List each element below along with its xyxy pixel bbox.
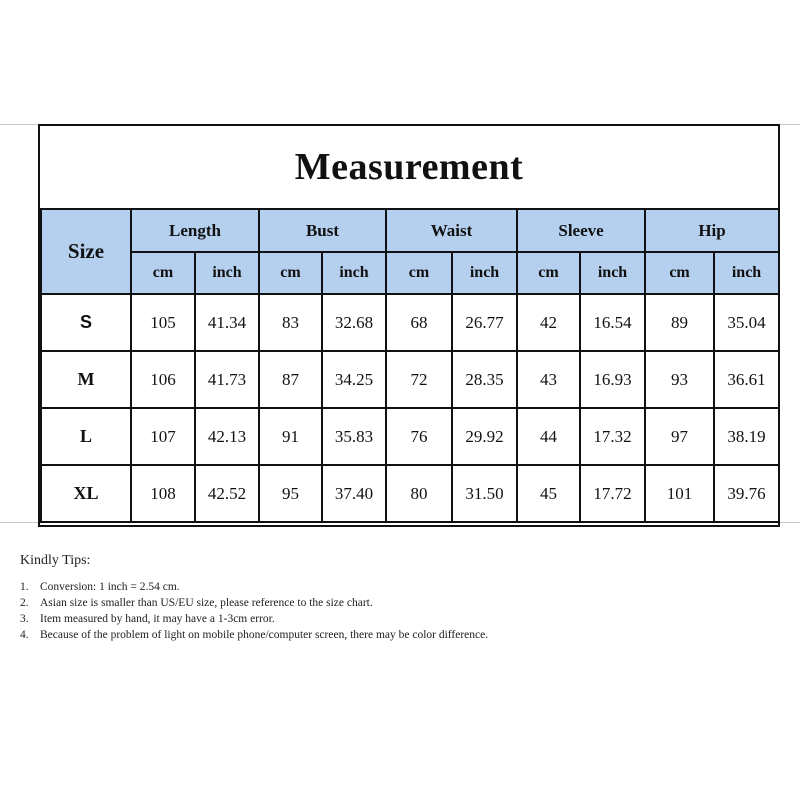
value-cell: 80 [386, 465, 452, 522]
tips-list [20, 579, 580, 643]
size-cell: M [41, 351, 131, 408]
value-cell: 45 [517, 465, 580, 522]
value-cell: 16.54 [580, 294, 645, 351]
tip-number: 1. [20, 581, 29, 593]
tips-title: Kindly Tips: [20, 553, 91, 568]
value-cell: 41.73 [195, 351, 259, 408]
value-cell: 89 [645, 294, 714, 351]
value-cell: 83 [259, 294, 322, 351]
tip-text: Asian size is smaller than US/EU size, please reference to the size chart. [40, 597, 373, 609]
unit-cm: cm [386, 252, 452, 294]
tip-number: 4. [20, 629, 29, 641]
size-header: Size [41, 209, 131, 294]
value-cell: 17.32 [580, 408, 645, 465]
unit-inch: inch [452, 252, 517, 294]
value-cell: 42.13 [195, 408, 259, 465]
unit-cm: cm [517, 252, 580, 294]
tip-item [20, 627, 580, 643]
unit-inch: inch [322, 252, 386, 294]
tip-number: 2. [20, 597, 29, 609]
value-cell: 44 [517, 408, 580, 465]
tip-item [20, 611, 580, 627]
table-row [41, 465, 779, 522]
value-cell: 91 [259, 408, 322, 465]
tip-item [20, 595, 580, 611]
value-cell: 28.35 [452, 351, 517, 408]
value-cell: 34.25 [322, 351, 386, 408]
unit-inch: inch [580, 252, 645, 294]
header-group-row [41, 209, 779, 252]
value-cell: 107 [131, 408, 195, 465]
value-cell: 87 [259, 351, 322, 408]
value-cell: 38.19 [714, 408, 779, 465]
size-cell: L [41, 408, 131, 465]
size-chart [38, 124, 780, 527]
value-cell: 101 [645, 465, 714, 522]
value-cell: 43 [517, 351, 580, 408]
unit-inch: inch [714, 252, 779, 294]
header-hip: Hip [645, 209, 779, 252]
value-cell: 42 [517, 294, 580, 351]
table-row [41, 408, 779, 465]
unit-inch: inch [195, 252, 259, 294]
value-cell: 68 [386, 294, 452, 351]
value-cell: 97 [645, 408, 714, 465]
tip-number: 3. [20, 613, 29, 625]
header-bust: Bust [259, 209, 386, 252]
value-cell: 36.61 [714, 351, 779, 408]
table-row [41, 351, 779, 408]
value-cell: 72 [386, 351, 452, 408]
tip-text: Because of the problem of light on mobile phone/computer screen, there may be color difference. [40, 629, 489, 641]
unit-cm: cm [645, 252, 714, 294]
value-cell: 42.52 [195, 465, 259, 522]
value-cell: 32.68 [322, 294, 386, 351]
value-cell: 105 [131, 294, 195, 351]
value-cell: 95 [259, 465, 322, 522]
header-waist: Waist [386, 209, 517, 252]
value-cell: 108 [131, 465, 195, 522]
value-cell: 106 [131, 351, 195, 408]
value-cell: 35.83 [322, 408, 386, 465]
value-cell: 31.50 [452, 465, 517, 522]
value-cell: 26.77 [452, 294, 517, 351]
table-row [41, 294, 779, 351]
value-cell: 41.34 [195, 294, 259, 351]
value-cell: 37.40 [322, 465, 386, 522]
unit-cm: cm [131, 252, 195, 294]
size-cell: S [41, 294, 131, 351]
tip-item [20, 579, 580, 595]
kindly-tips [20, 553, 580, 643]
size-table [40, 208, 780, 523]
tip-text: Conversion: 1 inch = 2.54 cm. [40, 581, 180, 593]
size-cell: XL [41, 465, 131, 522]
unit-cm: cm [259, 252, 322, 294]
header-unit-row [41, 252, 779, 294]
value-cell: 39.76 [714, 465, 779, 522]
value-cell: 35.04 [714, 294, 779, 351]
header-sleeve: Sleeve [517, 209, 645, 252]
value-cell: 93 [645, 351, 714, 408]
value-cell: 76 [386, 408, 452, 465]
tip-text: Item measured by hand, it may have a 1-3cm error. [40, 613, 275, 625]
chart-title: Measurement [294, 146, 524, 188]
value-cell: 16.93 [580, 351, 645, 408]
value-cell: 29.92 [452, 408, 517, 465]
header-length: Length [131, 209, 259, 252]
value-cell: 17.72 [580, 465, 645, 522]
